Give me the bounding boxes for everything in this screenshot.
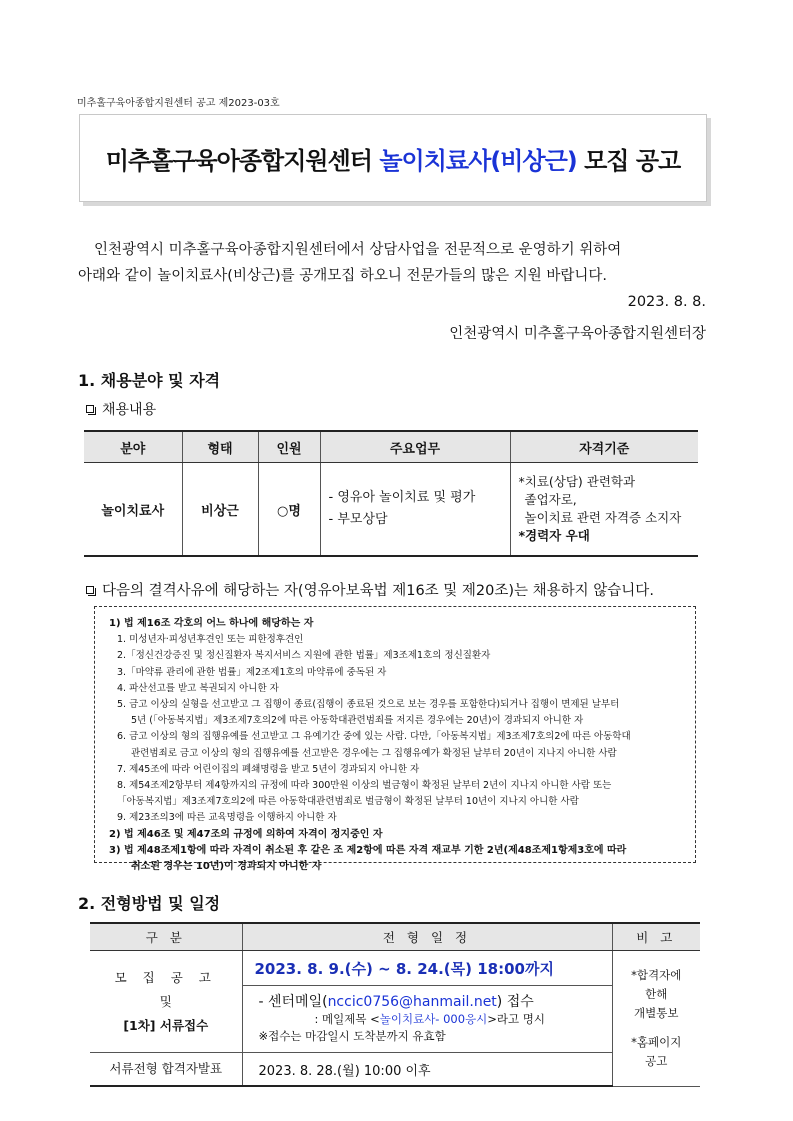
cell-method [242, 986, 612, 1053]
title-box [79, 114, 707, 202]
cell-count: ○명 [258, 463, 320, 557]
disq-item: 2.「정신건강증진 및 정신질환자 복지서비스 지원에 관한 법률」제3조제1호의 정신질환자 [117, 650, 491, 662]
cell-type: 비상근 [182, 463, 258, 557]
subject-suffix: >라고 명시 [487, 1011, 546, 1026]
disq-item: 7. 제45조에 따라 어린이집의 폐쇄명령을 받고 5년이 경과되지 아니한 자 [117, 763, 420, 775]
method-line [259, 994, 611, 1011]
disq-item: 3) 법 제48조제1항에 따라 자격이 취소된 후 같은 조 제2항에 따른 자격 재교부 기한 2년(제48조제1항제3호에 따라 [109, 844, 627, 856]
note-line: 공고 [645, 1053, 668, 1068]
disq-item: 1. 미성년자·피성년후견인 또는 피한정후견인 [117, 634, 304, 646]
header-duties: 주요업무 [320, 431, 510, 463]
cell-qualifications [510, 463, 698, 557]
note-spacer [614, 1023, 700, 1033]
note-line: 한해 [645, 986, 668, 1001]
intro-line1: 인천광역시 미추홀구육아종합지원센터에서 상담사업을 전문적으로 운영하기 위하여 [94, 242, 622, 258]
document-number: 미추홀구육아종합지원센터 공고 제2023-03호 [77, 98, 280, 109]
header-type: 형태 [182, 431, 258, 463]
recruitment-table [84, 430, 698, 557]
subheading-label: 채용내용 [102, 402, 157, 418]
table-header-row [90, 923, 700, 951]
method-suffix: ) 접수 [496, 993, 534, 1010]
disq-item: 9. 제23조의3에 따른 교육명령을 이행하지 아니한 자 [117, 812, 337, 824]
header-remarks: 비 고 [612, 923, 700, 951]
table-header-row [84, 431, 698, 463]
header-count: 인원 [258, 431, 320, 463]
qual-item: 졸업자로, [524, 492, 577, 507]
disq-item: 5. 금고 이상의 실형을 선고받고 그 집행이 종료(집행이 종료된 것으로 보는 경우를 포함한다)되거나 집행이 면제된 날부터 [117, 699, 620, 711]
disq-item: 5년 (「아동복지법」제3조제7호의2에 따른 아동학대관련범죄를 저지른 경우에는 20년)이 경과되지 아니한 자 [131, 715, 584, 727]
cell-period: 2023. 8. 9.(수) ~ 8. 24.(목) 18:00까지 [242, 951, 612, 986]
subheading-label: 다음의 결격사유에 해당하는 자(영유아보육법 제16조 및 제20조)는 채용하지 않습니다. [102, 583, 654, 599]
checkbox-square-icon [86, 586, 94, 594]
disq-item: 「아동복지법」제3조제7호의2에 따른 아동학대관련범죄로 벌금형이 확정된 날부터 10년이 지나지 아니한 사람 [117, 796, 579, 808]
method-prefix: - 센터메일( [258, 993, 328, 1010]
disq-item: 4. 파산선고를 받고 복권되지 아니한 자 [117, 682, 279, 694]
disq-item: 8. 제54조제2항부터 제4항까지의 규정에 따라 300만원 이상의 벌금형이 확정된 날부터 2년이 지나지 아니한 사람 또는 [117, 780, 612, 792]
disq-item: 6. 금고 이상의 형의 집행유예를 선고받고 그 유예기간 중에 있는 사람. 다만,「아동복지법」제3조제7호의2에 따른 아동학대 [117, 731, 631, 743]
header-field: 분야 [84, 431, 182, 463]
announce-date: 2023. 8. 8. [627, 294, 706, 310]
title-highlight: 놀이치료사(비상근) [379, 146, 577, 175]
duty-item: - 영유아 놀이치료 및 평가 [328, 490, 476, 505]
disq-item: 취소된 경우는 10년)이 경과되지 아니한 자 [131, 861, 322, 873]
title-part1: 미추홀구육아종합지원센터 [105, 146, 380, 175]
section1-title: 1. 채용분야 및 자격 [78, 371, 221, 390]
note-line: 개별통보 [634, 1005, 679, 1020]
duty-item: - 부모상담 [328, 512, 388, 527]
note-line: *홈페이지 [631, 1034, 682, 1049]
header-category: 구 분 [90, 923, 242, 951]
note-line: *합격자에 [631, 967, 682, 982]
table-row [84, 463, 698, 557]
intro-line2: 아래와 같이 놀이치료사(비상근)를 공개모집 하오니 전문가들의 많은 지원 바랍니다. [78, 268, 608, 284]
intro-text [78, 237, 706, 347]
subheading-disqualification [86, 579, 654, 600]
cell-announce-label: 서류전형 합격자발표 [90, 1053, 242, 1087]
subject-prefix: : 메일제목 < [314, 1011, 380, 1026]
label-line: [1차] 서류접수 [123, 1017, 209, 1033]
schedule-table [90, 922, 700, 1087]
title-part2: 모집 공고 [576, 146, 681, 175]
subject-highlight: 놀이치료사- 000응시 [379, 1011, 488, 1026]
disqualification-box [94, 606, 696, 873]
disq-item: 3.「마약류 관리에 관한 법률」제2조제1호의 마약류에 중독된 자 [117, 666, 387, 678]
disq-item: 1) 법 제16조 각호의 어느 하나에 해당하는 자 [109, 618, 314, 629]
page-title [106, 141, 680, 176]
header-qualifications: 자격기준 [510, 431, 698, 463]
qual-item-career: *경력자 우대 [518, 528, 590, 543]
signature: 인천광역시 미추홀구육아종합지원센터장 [449, 326, 706, 342]
table-row [90, 951, 700, 986]
disq-item: 관련범죄로 금고 이상의 형의 집행유예를 선고받은 경우에는 그 집행유예가 확정된 날부터 20년이 지나지 아니한 사람 [131, 747, 617, 759]
subject-line [259, 1011, 611, 1028]
label-line: 모 집 공 고 [114, 969, 217, 985]
checkbox-square-icon [86, 405, 94, 413]
header-schedule: 전 형 일 정 [242, 923, 612, 951]
deadline-note: ※접수는 마감일시 도착분까지 유효함 [258, 1028, 446, 1043]
label-line: 및 [159, 993, 172, 1009]
disq-item: 2) 법 제46조 및 제47조의 규정에 의하여 자격이 정지중인 자 [109, 828, 383, 840]
qual-item: *치료(상담) 관련학과 [518, 474, 636, 489]
cell-announce-schedule: 2023. 8. 28.(월) 10:00 이후 [242, 1053, 612, 1087]
cell-recruit-label [90, 951, 242, 1053]
cell-field: 놀이치료사 [84, 463, 182, 557]
section2-title: 2. 전형방법 및 일정 [78, 894, 221, 913]
email-address: nccic0756@hanmail.net [327, 993, 497, 1010]
table-row [90, 1053, 700, 1087]
cell-remarks [612, 951, 700, 1087]
cell-duties [320, 463, 510, 557]
qual-item: 놀이치료 관련 자격증 소지자 [524, 510, 682, 525]
subheading-recruitment [86, 399, 156, 419]
